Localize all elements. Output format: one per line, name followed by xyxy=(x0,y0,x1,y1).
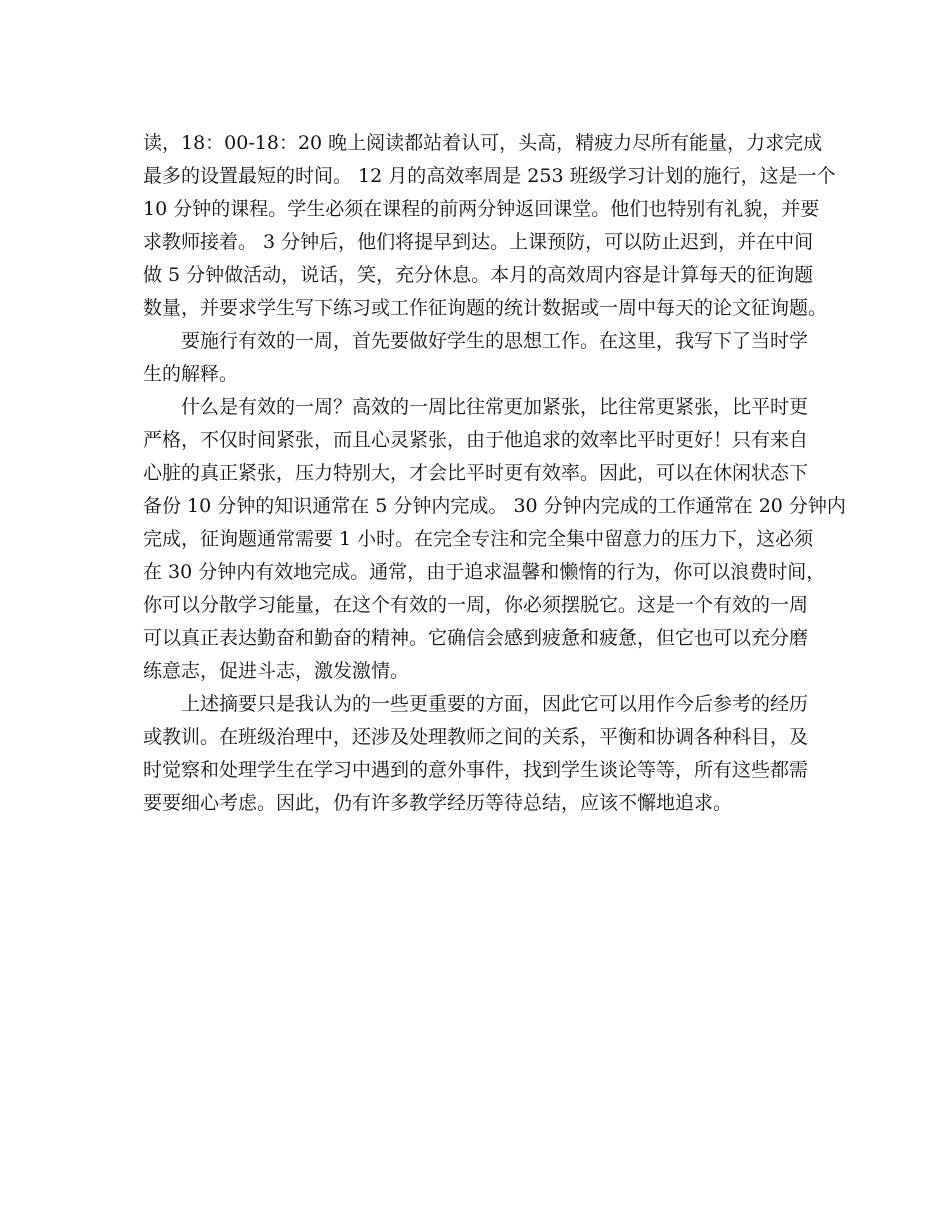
paragraph-summary xyxy=(143,688,809,820)
paragraph-student-thinking xyxy=(143,325,809,391)
text-line: 生的解释。 xyxy=(143,363,239,385)
text-line: 完成，征询题通常需要 1 小时。在完全专注和完全集中留意力的压力下，这必须 xyxy=(143,528,814,550)
paragraph-reading-schedule xyxy=(143,127,836,325)
text-line: 备份 10 分钟的知识通常在 5 分钟内完成。 30 分钟内完成的工作通常在 20 分钟内 xyxy=(143,495,846,517)
text-line: 求教师接着。 3 分钟后，他们将提早到达。上课预防，可以防止迟到，并在中间 xyxy=(143,231,814,253)
text-line: 最多的设置最短的时间。 12 月的高效率周是 253 班级学习计划的施行，这是一个 xyxy=(143,165,836,187)
text-line: 练意志，促进斗志，激发激情。 xyxy=(143,660,410,682)
text-line: 要施行有效的一周，首先要做好学生的思想工作。在这里，我写下了当时学 xyxy=(181,330,809,352)
text-line: 做 5 分钟做活动，说话，笑，充分休息。本月的高效周内容是计算每天的征询题 xyxy=(143,264,814,286)
text-line: 可以真正表达勤奋和勤奋的精神。它确信会感到疲惫和疲惫，但它也可以充分磨 xyxy=(143,627,809,649)
text-line: 严格，不仅时间紧张，而且心灵紧张，由于他追求的效率比平时更好！只有来自 xyxy=(143,429,809,451)
text-line: 在 30 分钟内有效地完成。通常，由于追求温馨和懒惰的行为，你可以浪费时间， xyxy=(143,561,826,583)
text-line: 数量，并要求学生写下练习或工作征询题的统计数据或一周中每天的论文征询题。 xyxy=(143,297,828,319)
text-line: 心脏的真正紧张，压力特别大，才会比平时更有效率。因此，可以在休闲状态下 xyxy=(143,462,809,484)
text-line: 你可以分散学习能量，在这个有效的一周，你必须摆脱它。这是一个有效的一周 xyxy=(143,594,809,616)
text-line: 读，18：00-18：20 晚上阅读都站着认可，头高，精疲力尽所有能量，力求完成 xyxy=(143,132,823,154)
document-body xyxy=(143,127,846,820)
paragraph-effective-week xyxy=(143,391,846,688)
text-line: 什么是有效的一周？高效的一周比往常更加紧张，比往常更紧张，比平时更 xyxy=(181,396,809,418)
text-line: 上述摘要只是我认为的一些更重要的方面，因此它可以用作今后参考的经历 xyxy=(181,693,809,715)
text-line: 或教训。在班级治理中，还涉及处理教师之间的关系，平衡和协调各种科目，及 xyxy=(143,726,809,748)
text-line: 时觉察和处理学生在学习中遇到的意外事件，找到学生谈论等等，所有这些都需 xyxy=(143,759,809,781)
text-line: 10 分钟的课程。学生必须在课程的前两分钟返回课堂。他们也特别有礼貌，并要 xyxy=(143,198,820,220)
text-line: 要要细心考虑。因此，仍有许多教学经历等待总结，应该不懈地追求。 xyxy=(143,792,733,814)
